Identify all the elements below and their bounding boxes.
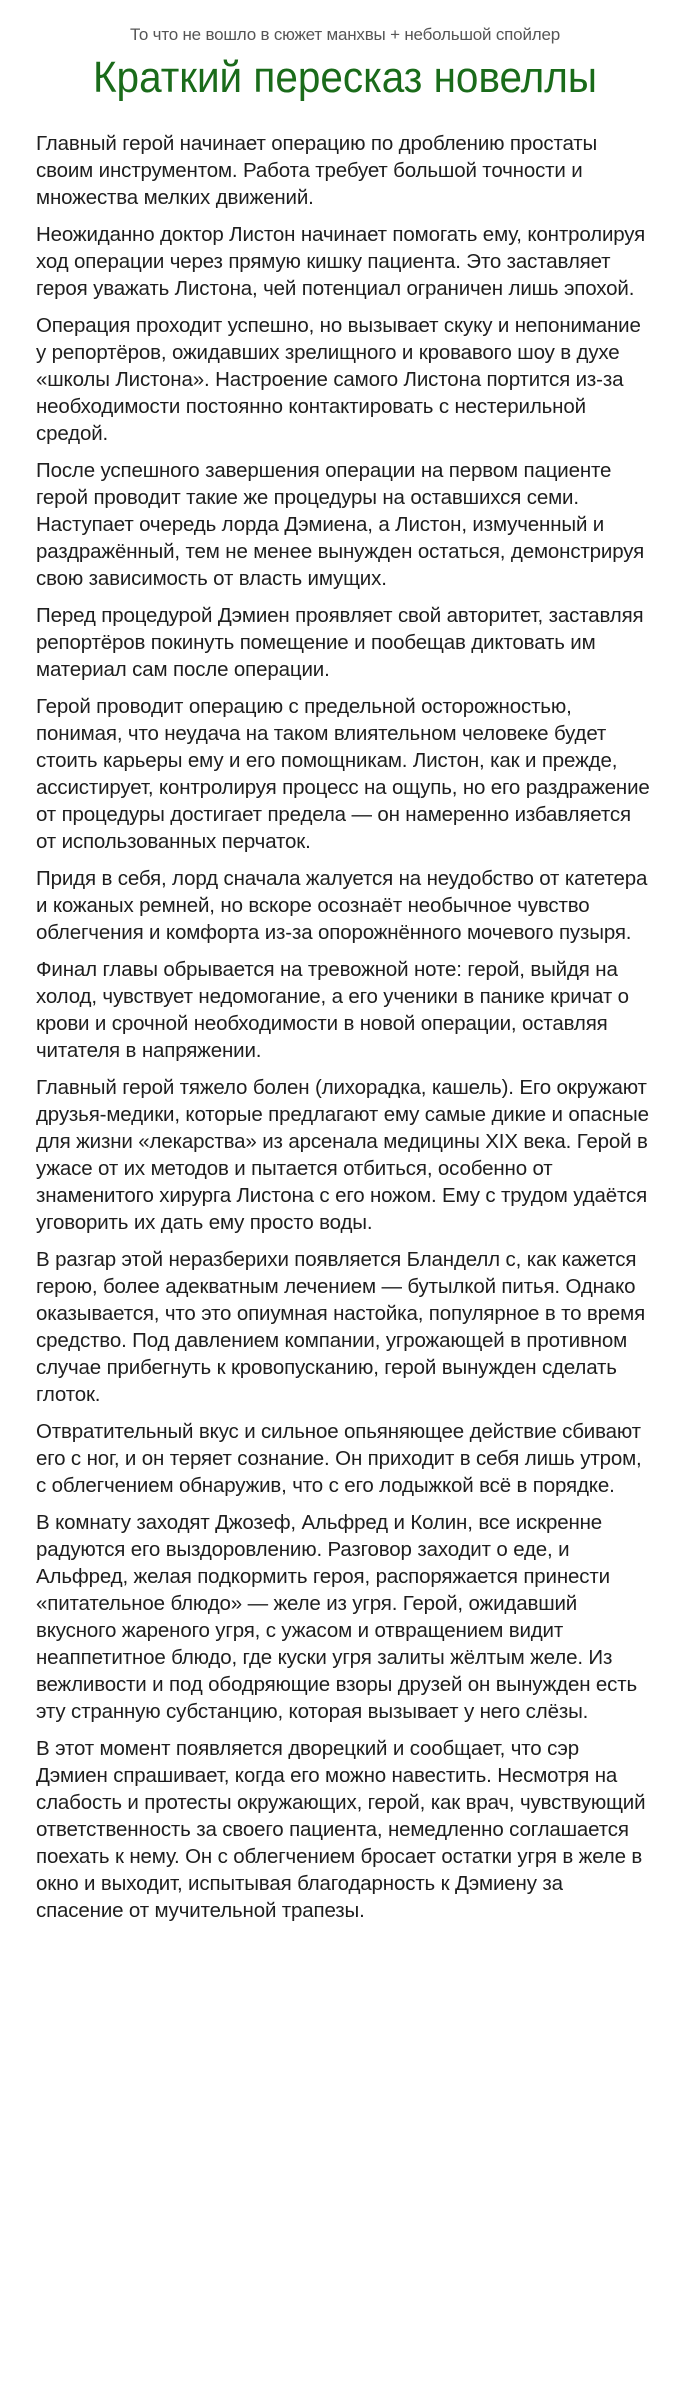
summary-paragraph: Главный герой тяжело болен (лихорадка, кашель). Его окружают друзья-медики, которые предлагают ему самые дикие и опасные для жизни «лекарства» из арсенала медицины XIX века. Герой в ужасе от их методов и пытается отбиться, особенно от знаменитого хирурга Листона с его ножом. Ему с трудом удаётся уговорить их дать ему просто воды.: [36, 1076, 649, 1234]
summary-paragraph: В этот момент появляется дворецкий и сообщает, что сэр Дэмиен спрашивает, когда его можно навестить. Несмотря на слабость и протесты окружающих, герой, как врач, чувствующий ответственность за своего пациента, немедленно соглашается поехать к нему. Он с облегчением бросает остатки угря в желе в окно и выходит, испытывая благодарность к Дэмиену за спасение от мучительной трапезы.: [36, 1737, 646, 1922]
page-subtitle: То что не вошло в сюжет манхвы + небольшой спойлер: [130, 25, 560, 44]
summary-paragraph: В комнату заходят Джозеф, Альфред и Колин, все искренне радуются его выздоровлению. Разговор заходит о еде, и Альфред, желая подкормить героя, распоряжается принести «питательное блюдо» — желе из угря. Герой, ожидавший вкусного жареного угря, с ужасом и отвращением видит неаппетитное блюдо, где куски угря залиты жёлтым желе. Из вежливости и под ободряющие взоры друзей он вынужден есть эту странную субстанцию, которая вызывает у него слёзы.: [36, 1511, 638, 1723]
summary-paragraph: После успешного завершения операции на первом пациенте герой проводит такие же процедуры на оставшихся семи. Наступает очередь лорда Дэмиена, а Листон, измученный и раздражённый, тем не менее вынужден остаться, демонстрируя свою зависимость от власть имущих.: [36, 459, 645, 590]
summary-paragraph: Герой проводит операцию с предельной осторожностью, понимая, что неудача на таком влиятельном человеке будет стоить карьеры ему и его помощникам. Листон, как и прежде, ассистирует, контролируя процесс на ощупь, но его раздражение от процедуры достигает предела — он намеренно избавляется от использованных перчаток.: [36, 695, 650, 853]
summary-paragraph: Финал главы обрывается на тревожной ноте: герой, выйдя на холод, чувствует недомогание, а его ученики в панике кричат о крови и срочной необходимости в новой операции, оставляя читателя в напряжении.: [36, 958, 629, 1062]
page-title: Краткий пересказ новеллы: [92, 53, 598, 102]
summary-paragraph: Отвратительный вкус и сильное опьяняющее действие сбивают его с ног, и он теряет сознание. Он приходит в себя лишь утром, с облегчением обнаружив, что с его лодыжкой всё в порядке.: [36, 1420, 642, 1497]
summary-paragraph: Неожиданно доктор Листон начинает помогать ему, контролируя ход операции через прямую кишку пациента. Это заставляет героя уважать Листона, чей потенциал ограничен лишь эпохой.: [36, 223, 646, 300]
summary-paragraph: Перед процедурой Дэмиен проявляет свой авторитет, заставляя репортёров покинуть помещение и пообещав диктовать им материал сам после операции.: [36, 604, 644, 681]
summary-paragraph: Придя в себя, лорд сначала жалуется на неудобство от катетера и кожаных ремней, но вскоре осознаёт необычное чувство облегчения и комфорта из-за опорожнённого мочевого пузыря.: [36, 867, 648, 944]
summary-paragraph: Главный герой начинает операцию по дроблению простаты своим инструментом. Работа требует большой точности и множества мелких движений.: [36, 132, 598, 209]
summary-paragraph: В разгар этой неразберихи появляется Бланделл с, как кажется герою, более адекватным лечением — бутылкой питья. Однако оказывается, что это опиумная настойка, популярное в то время средство. Под давлением компании, угрожающей в противном случае прибегнуть к кровопусканию, герой вынужден сделать глоток.: [36, 1248, 646, 1406]
summary-body: [36, 130, 654, 1924]
summary-paragraph: Операция проходит успешно, но вызывает скуку и непонимание у репортёров, ожидавших зрелищного и кровавого шоу в духе «школы Листона». Настроение самого Листона портится из-за необходимости постоянно контактировать с нестерильной средой.: [36, 314, 641, 445]
